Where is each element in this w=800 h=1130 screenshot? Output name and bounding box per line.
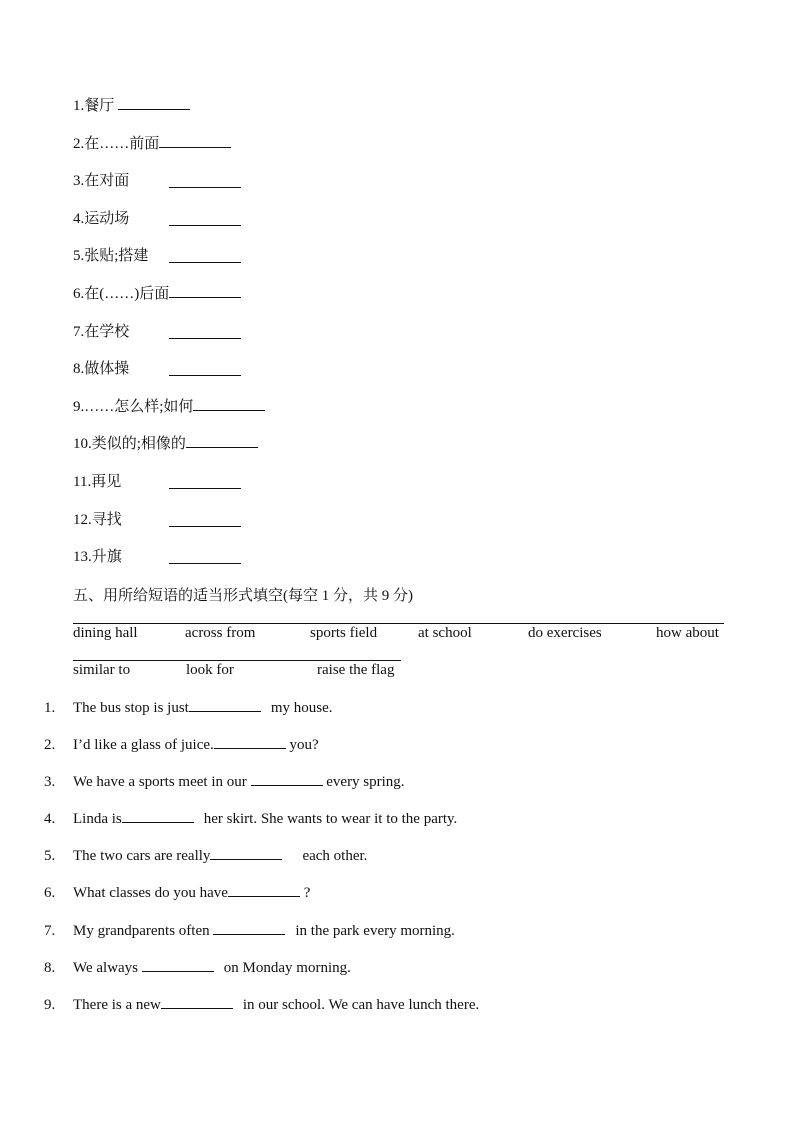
sentence-text [73, 806, 457, 832]
sentence-after: her skirt. She wants to wear it to the party. [203, 811, 458, 828]
phrase: at school [418, 625, 472, 641]
phrase-underline [73, 623, 724, 624]
sentence-number: 5. [44, 848, 56, 865]
phrase: sports field [310, 625, 378, 641]
sentence-text [73, 695, 333, 721]
sentence-text [73, 880, 310, 906]
answer-blank[interactable] [189, 695, 261, 712]
answer-blank[interactable] [186, 430, 258, 448]
vocab-number: 4. [73, 210, 85, 227]
sentence-before: The bus stop is just [73, 700, 189, 716]
vocab-word: 在(……)后面 [84, 285, 170, 302]
phrase: across from [185, 625, 256, 641]
vocab-item [73, 241, 773, 279]
vocab-number: 13. [73, 549, 92, 566]
answer-blank[interactable] [169, 471, 241, 489]
vocab-number: 10. [73, 436, 92, 453]
vocab-word: 类似的;相像的 [91, 436, 186, 453]
answer-blank[interactable] [213, 918, 285, 935]
sentence-number: 6. [44, 885, 56, 902]
answer-blank[interactable] [169, 546, 241, 564]
answer-blank[interactable] [210, 843, 282, 860]
sentence-list [0, 695, 800, 1029]
vocab-number: 7. [73, 323, 85, 340]
answer-blank[interactable] [214, 732, 286, 749]
sentence-number: 4. [44, 811, 56, 828]
sentence-item [0, 880, 800, 917]
vocab-word: 在……前面 [84, 135, 160, 152]
answer-blank[interactable] [169, 321, 241, 339]
sentence-before: The two cars are really [73, 848, 211, 865]
vocab-number: 5. [73, 248, 85, 265]
vocab-item [73, 166, 773, 204]
sentence-number: 3. [44, 774, 56, 791]
sentence-after: you? [289, 737, 319, 754]
sentence-text [73, 992, 479, 1018]
vocab-number: 1. [73, 98, 85, 114]
answer-blank[interactable] [169, 509, 241, 527]
sentence-item [0, 843, 800, 880]
answer-blank[interactable] [169, 170, 241, 188]
phrase: do exercises [528, 625, 602, 641]
sentence-text [73, 918, 455, 944]
sentence-after: my house. [270, 700, 333, 716]
vocab-word: 做体操 [84, 361, 130, 378]
vocab-item [73, 505, 773, 543]
vocab-item [73, 542, 773, 580]
sentence-after: each other. [302, 848, 368, 865]
answer-blank[interactable] [169, 245, 241, 263]
section-title: 五、用所给短语的适当形式填空(每空 1 分，共 9 分) [73, 588, 413, 604]
vocab-word: 张贴;搭建 [84, 248, 149, 265]
vocab-list [73, 91, 773, 580]
sentence-before: I’d like a glass of juice. [73, 737, 214, 754]
sentence-before: We always [73, 959, 139, 976]
vocab-item [73, 429, 773, 467]
sentence-before: My grandparents often [73, 922, 210, 939]
vocab-word: 升旗 [91, 549, 122, 566]
sentence-item [0, 955, 800, 992]
vocab-number: 9. [73, 398, 85, 415]
vocab-item [73, 204, 773, 242]
sentence-after: on Monday morning. [223, 959, 351, 976]
vocab-item [73, 467, 773, 505]
phrase: raise the flag [317, 662, 395, 678]
vocab-word: 寻找 [91, 511, 122, 528]
answer-blank[interactable] [228, 880, 300, 897]
sentence-number: 1. [44, 700, 56, 716]
vocab-item [73, 354, 773, 392]
vocab-word: 餐厅 [84, 98, 115, 114]
answer-blank[interactable] [159, 130, 231, 148]
sentence-item [0, 769, 800, 806]
sentence-item [0, 732, 800, 769]
answer-blank[interactable] [122, 806, 194, 823]
sentence-after: in our school. We can have lunch there. [242, 996, 480, 1013]
vocab-number: 11. [73, 473, 92, 490]
answer-blank[interactable] [142, 955, 214, 972]
sentence-before: We have a sports meet in our [73, 774, 247, 791]
sentence-text [73, 769, 405, 795]
vocab-word: 在对面 [84, 173, 130, 190]
answer-blank[interactable] [161, 992, 233, 1009]
answer-blank[interactable] [251, 769, 323, 786]
vocab-item [73, 279, 773, 317]
vocab-number: 12. [73, 511, 92, 528]
sentence-item [0, 992, 800, 1029]
sentence-before: There is a new [73, 996, 161, 1013]
vocab-number: 2. [73, 135, 85, 152]
phrase: dining hall [73, 625, 138, 641]
sentence-item [0, 806, 800, 843]
vocab-item [73, 129, 773, 167]
answer-blank[interactable] [118, 92, 190, 110]
sentence-after: ? [303, 885, 311, 902]
vocab-word: 再见 [91, 473, 122, 490]
phrase-underline [73, 660, 401, 661]
phrase: similar to [73, 662, 131, 678]
answer-blank[interactable] [169, 358, 241, 376]
answer-blank[interactable] [169, 280, 241, 298]
phrase: how about [656, 625, 719, 641]
vocab-word: 在学校 [84, 323, 130, 340]
vocab-number: 8. [73, 361, 85, 378]
vocab-word: ……怎么样;如何 [84, 398, 194, 415]
sentence-number: 8. [44, 959, 56, 976]
sentence-text [73, 955, 351, 981]
sentence-after: in the park every morning. [295, 922, 455, 939]
phrase: look for [186, 662, 234, 678]
vocab-number: 6. [73, 285, 85, 302]
sentence-before: What classes do you have [73, 885, 228, 902]
sentence-number: 7. [44, 922, 56, 939]
sentence-item [0, 695, 800, 732]
sentence-number: 9. [44, 996, 56, 1013]
vocab-word: 运动场 [84, 210, 130, 227]
sentence-number: 2. [44, 737, 56, 754]
vocab-item [73, 392, 773, 430]
sentence-after: every spring. [326, 774, 405, 791]
answer-blank[interactable] [193, 393, 265, 411]
vocab-item [73, 91, 773, 129]
sentence-item [0, 918, 800, 955]
sentence-text [73, 732, 319, 758]
vocab-number: 3. [73, 173, 85, 190]
answer-blank[interactable] [169, 208, 241, 226]
sentence-text [73, 843, 367, 869]
sentence-before: Linda is [73, 811, 122, 828]
vocab-item [73, 317, 773, 355]
